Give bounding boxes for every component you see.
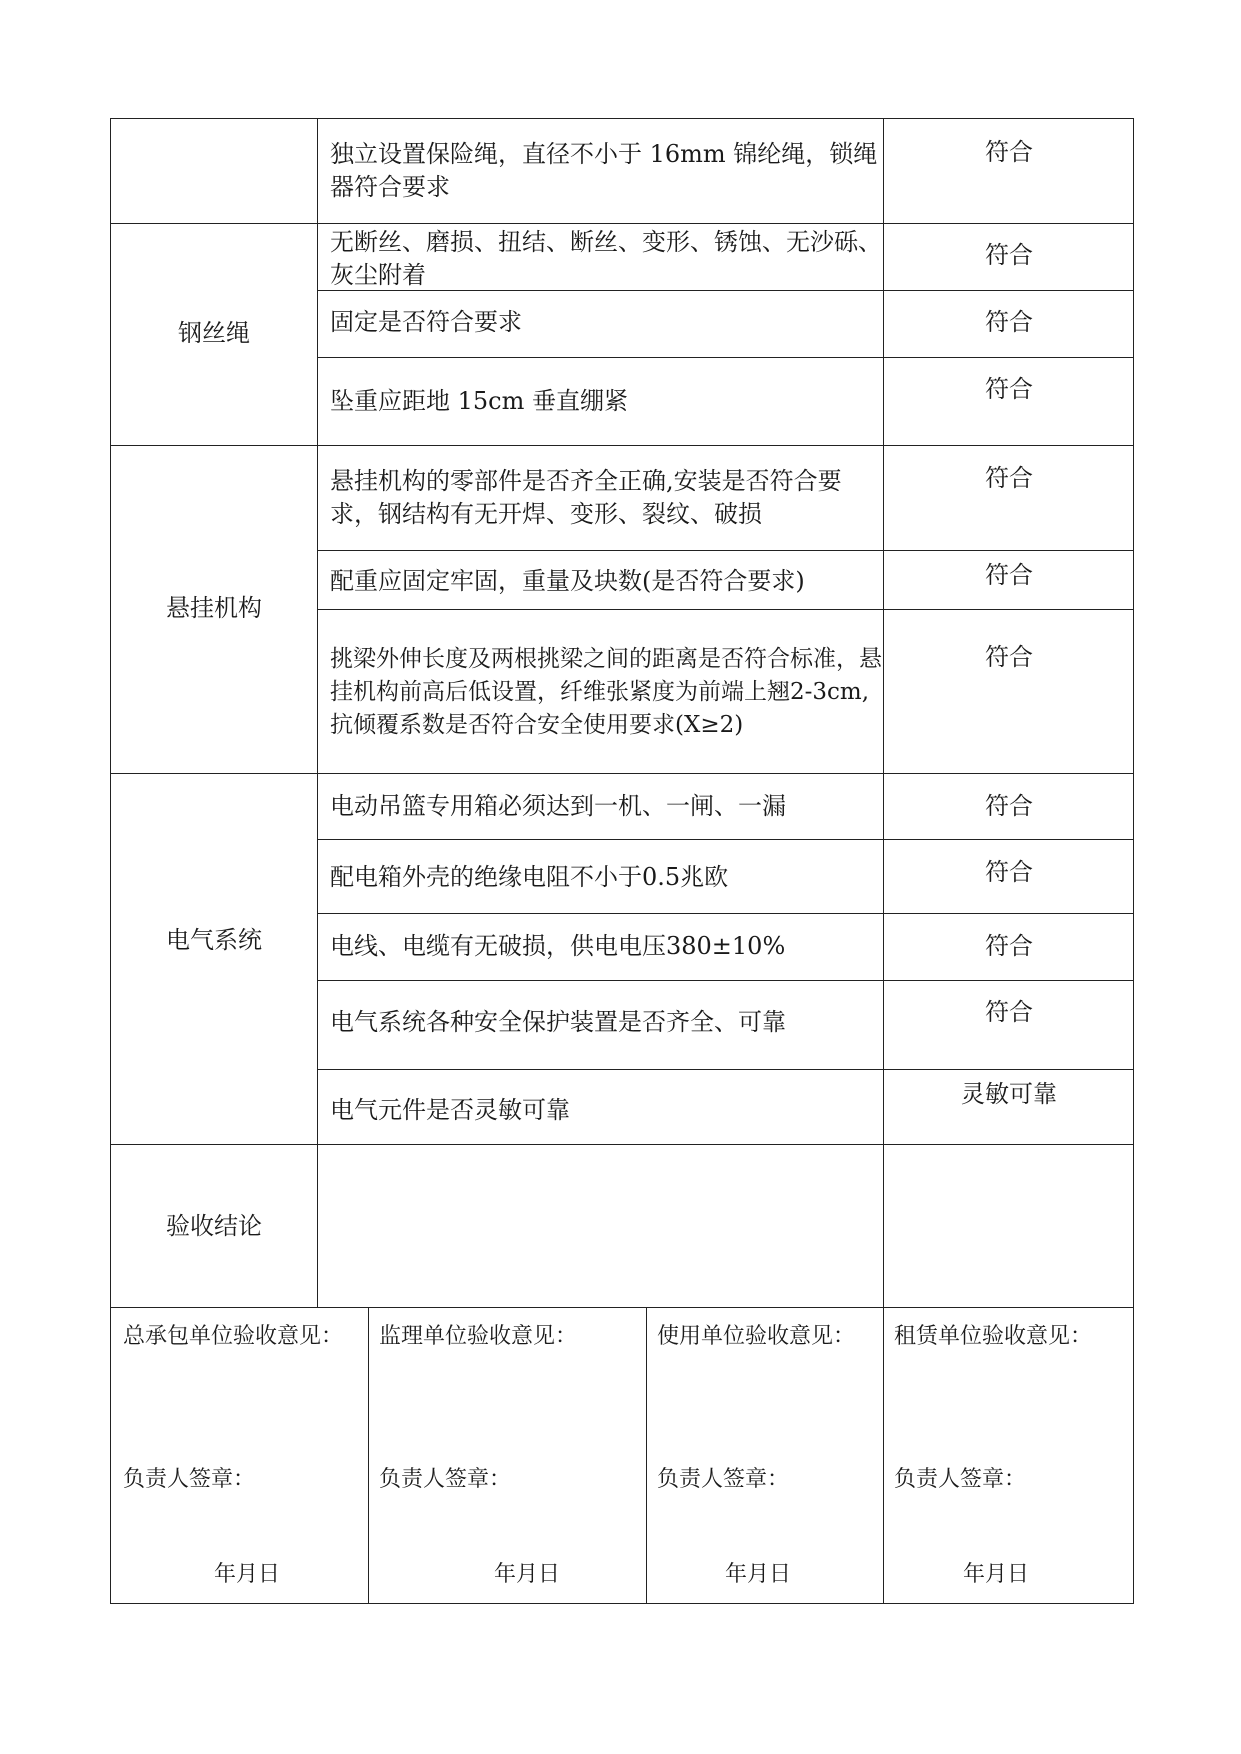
opinion-label-supervisor: 监理单位验收意见： <box>379 1324 578 1349</box>
check-item: 电线、电缆有无破损，供电电压380±10% <box>330 932 786 960</box>
row-divider <box>318 550 1134 551</box>
row-divider <box>318 357 1134 358</box>
check-result: 符合 <box>985 998 1033 1026</box>
category-label: 电气系统 <box>166 926 262 954</box>
signature-label-supervisor: 负责人签章： <box>379 1467 512 1492</box>
check-result: 符合 <box>985 241 1033 269</box>
signature-label-general-contractor: 负责人签章： <box>123 1467 256 1492</box>
check-result: 符合 <box>985 464 1033 492</box>
row-divider <box>110 773 1134 774</box>
column-divider <box>646 1307 647 1604</box>
row-divider <box>318 1069 1134 1070</box>
opinion-label-leasing-unit: 租赁单位验收意见： <box>894 1324 1093 1349</box>
check-result: 符合 <box>985 932 1033 960</box>
column-divider <box>317 118 318 1308</box>
row-divider <box>110 1307 1134 1308</box>
check-item: 配电箱外壳的绝缘电阻不小于0.5兆欧 <box>330 863 729 891</box>
check-item: 无断丝、磨损、扭结、断丝、变形、锈蚀、无沙砾、灰尘附着 <box>330 228 882 289</box>
row-divider <box>318 980 1134 981</box>
signature-label-user-unit: 负责人签章： <box>657 1467 790 1492</box>
check-item: 电气元件是否灵敏可靠 <box>330 1096 570 1124</box>
category-label: 悬挂机构 <box>166 594 262 622</box>
date-label-user-unit: 年月日 <box>725 1562 792 1587</box>
check-item: 挑梁外伸长度及两根挑梁之间的距离是否符合标准，悬挂机构前高后低设置，纤维张紧度为前端上翘2-3cm,抗倾覆系数是否符合安全使用要求(X≥2) <box>330 646 882 738</box>
check-result: 符合 <box>985 792 1033 820</box>
check-result: 符合 <box>985 375 1033 403</box>
check-item: 电气系统各种安全保护装置是否齐全、可靠 <box>330 1008 786 1036</box>
date-label-leasing-unit: 年月日 <box>963 1562 1030 1587</box>
check-item: 配重应固定牢固，重量及块数(是否符合要求) <box>330 567 805 595</box>
check-result: 符合 <box>985 643 1033 671</box>
check-item: 电动吊篮专用箱必须达到一机、一闸、一漏 <box>330 792 786 820</box>
row-divider <box>318 609 1134 610</box>
row-divider <box>318 839 1134 840</box>
check-result: 符合 <box>985 138 1033 166</box>
check-result: 灵敏可靠 <box>961 1080 1057 1108</box>
category-label: 钢丝绳 <box>178 319 250 347</box>
check-result: 符合 <box>985 858 1033 886</box>
check-item: 固定是否符合要求 <box>330 308 522 336</box>
check-item: 独立设置保险绳，直径不小于 16mm 锦纶绳，锁绳器符合要求 <box>330 140 878 201</box>
row-divider <box>110 1144 1134 1145</box>
signature-label-leasing-unit: 负责人签章： <box>894 1467 1027 1492</box>
check-result: 符合 <box>985 308 1033 336</box>
date-label-supervisor: 年月日 <box>494 1562 561 1587</box>
check-result: 符合 <box>985 561 1033 589</box>
category-label: 验收结论 <box>166 1212 262 1240</box>
check-item: 坠重应距地 15cm 垂直绷紧 <box>330 387 628 415</box>
date-label-general-contractor: 年月日 <box>214 1562 281 1587</box>
check-item: 悬挂机构的零部件是否齐全正确,安装是否符合要求，钢结构有无开焊、变形、裂纹、破损 <box>330 467 842 528</box>
row-divider <box>318 913 1134 914</box>
row-divider <box>110 445 1134 446</box>
opinion-label-general-contractor: 总承包单位验收意见： <box>123 1324 344 1349</box>
column-divider <box>368 1307 369 1604</box>
row-divider <box>110 223 1134 224</box>
opinion-label-user-unit: 使用单位验收意见： <box>657 1324 856 1349</box>
